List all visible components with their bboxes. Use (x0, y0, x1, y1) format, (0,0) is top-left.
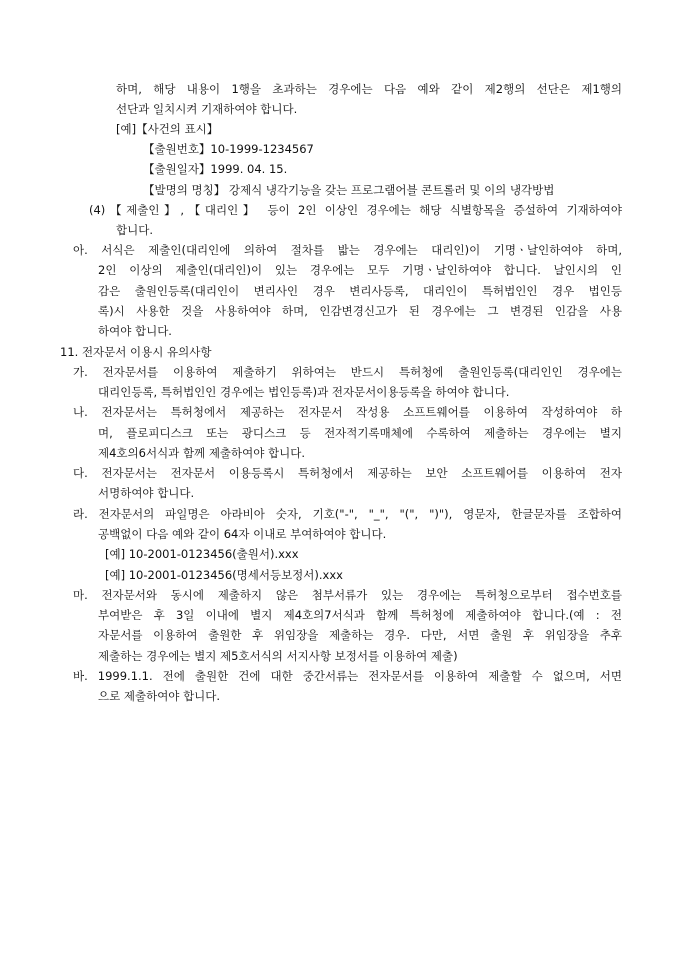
text-line: 합니다. (116, 223, 153, 237)
text-line: 며, 플로피디스크 또는 광디스크 등 전자적기록매체에 수록하여 제출하는 경우에는 별지 (98, 426, 622, 440)
text-line: 으로 제출하여야 합니다. (98, 689, 221, 703)
text-line: 공백없이 다음 예와 같이 64자 이내로 부여하여야 합니다. (98, 527, 387, 541)
text-line: (4)【제출인】,【대리인】 등이 2인 이상인 경우에는 해당 식별항목을 증설하여 기재하여야 (89, 203, 622, 217)
text-line: 다. 전자문서는 전자문서 이용등록시 특허청에서 제공하는 보안 소프트웨어를 이용하여 전자 (73, 466, 622, 480)
text-line: 가. 전자문서를 이용하여 제출하기 위하여는 반드시 특허청에 출원인등록(대리인인 경우에는 (73, 365, 622, 379)
text-line: 하며, 해당 내용이 1행을 초과하는 경우에는 다음 예와 같이 제2행의 선단은 제1행의 (116, 82, 622, 96)
text-line: 2인 이상의 제출인(대리인)이 있는 경우에는 모두 기명ㆍ날인하여야 합니다. 날인시의 인 (98, 263, 622, 277)
text-line: 자문서를 이용하여 출원한 후 위임장을 제출하는 경우. 다만, 서면 출원 후 위임장을 추후 (98, 628, 622, 642)
text-line: 바. 1999.1.1. 전에 출원한 건에 대한 중간서류는 전자문서를 이용하여 제출할 수 없으며, 서면 (73, 669, 622, 683)
text-line: 라. 전자문서의 파일명은 아라비아 숫자, 기호("-", "_", "(", ")"), 영문자, 한글문자를 조합하여 (73, 507, 622, 521)
text-line: 【출원일자】1999. 04. 15. (143, 162, 288, 176)
text-line: 제4호의6서식과 함께 제출하여야 합니다. (98, 446, 305, 460)
text-line: 선단과 일치시켜 기재하여야 합니다. (116, 102, 298, 116)
text-line: 마. 전자문서와 동시에 제출하지 않은 첨부서류가 있는 경우에는 특허청으로부터 접수번호를 (73, 588, 622, 602)
text-line: 나. 전자문서는 특허청에서 제공하는 전자문서 작성용 소프트웨어를 이용하여 작성하여야 하 (73, 405, 622, 419)
text-line: [예] 10-2001-0123456(출원서).xxx (105, 547, 299, 561)
text-line: 록)시 사용한 것을 사용하여야 하며, 인감변경신고가 된 경우에는 그 변경된 인감을 사용 (98, 304, 622, 318)
text-line: 부여받은 후 3일 이내에 별지 제4호의7서식과 함께 특허청에 제출하여야 합니다.(예 : 전 (98, 608, 622, 622)
text-line: 하여야 합니다. (98, 324, 172, 338)
text-line: [예] 10-2001-0123456(명세서등보정서).xxx (105, 568, 343, 582)
text-line: 대리인등록, 특허법인인 경우에는 법인등록)과 전자문서이용등록을 하여야 합니다. (98, 385, 510, 399)
text-line: 감은 출원인등록(대리인이 변리사인 경우 변리사등록, 대리인이 특허법인인 경우 법인등 (98, 284, 622, 298)
text-line: 제출하는 경우에는 별지 제5호서식의 서지사항 보정서를 이용하여 제출) (98, 649, 458, 663)
section-heading: 11. 전자문서 이용시 유의사항 (60, 345, 212, 359)
text-line: 【출원번호】10-1999-1234567 (143, 142, 314, 156)
text-line: [예]【사건의 표시】 (116, 122, 219, 136)
text-line: 서명하여야 합니다. (98, 486, 195, 500)
text-line: 아. 서식은 제출인(대리인에 의하여 절차를 밟는 경우에는 대리인)이 기명ㆍ날인하여야 하며, (73, 243, 622, 257)
text-line: 【발명의 명칭】 강제식 냉각기능을 갖는 프로그램어블 콘트롤러 및 이의 냉각방법 (143, 183, 555, 197)
